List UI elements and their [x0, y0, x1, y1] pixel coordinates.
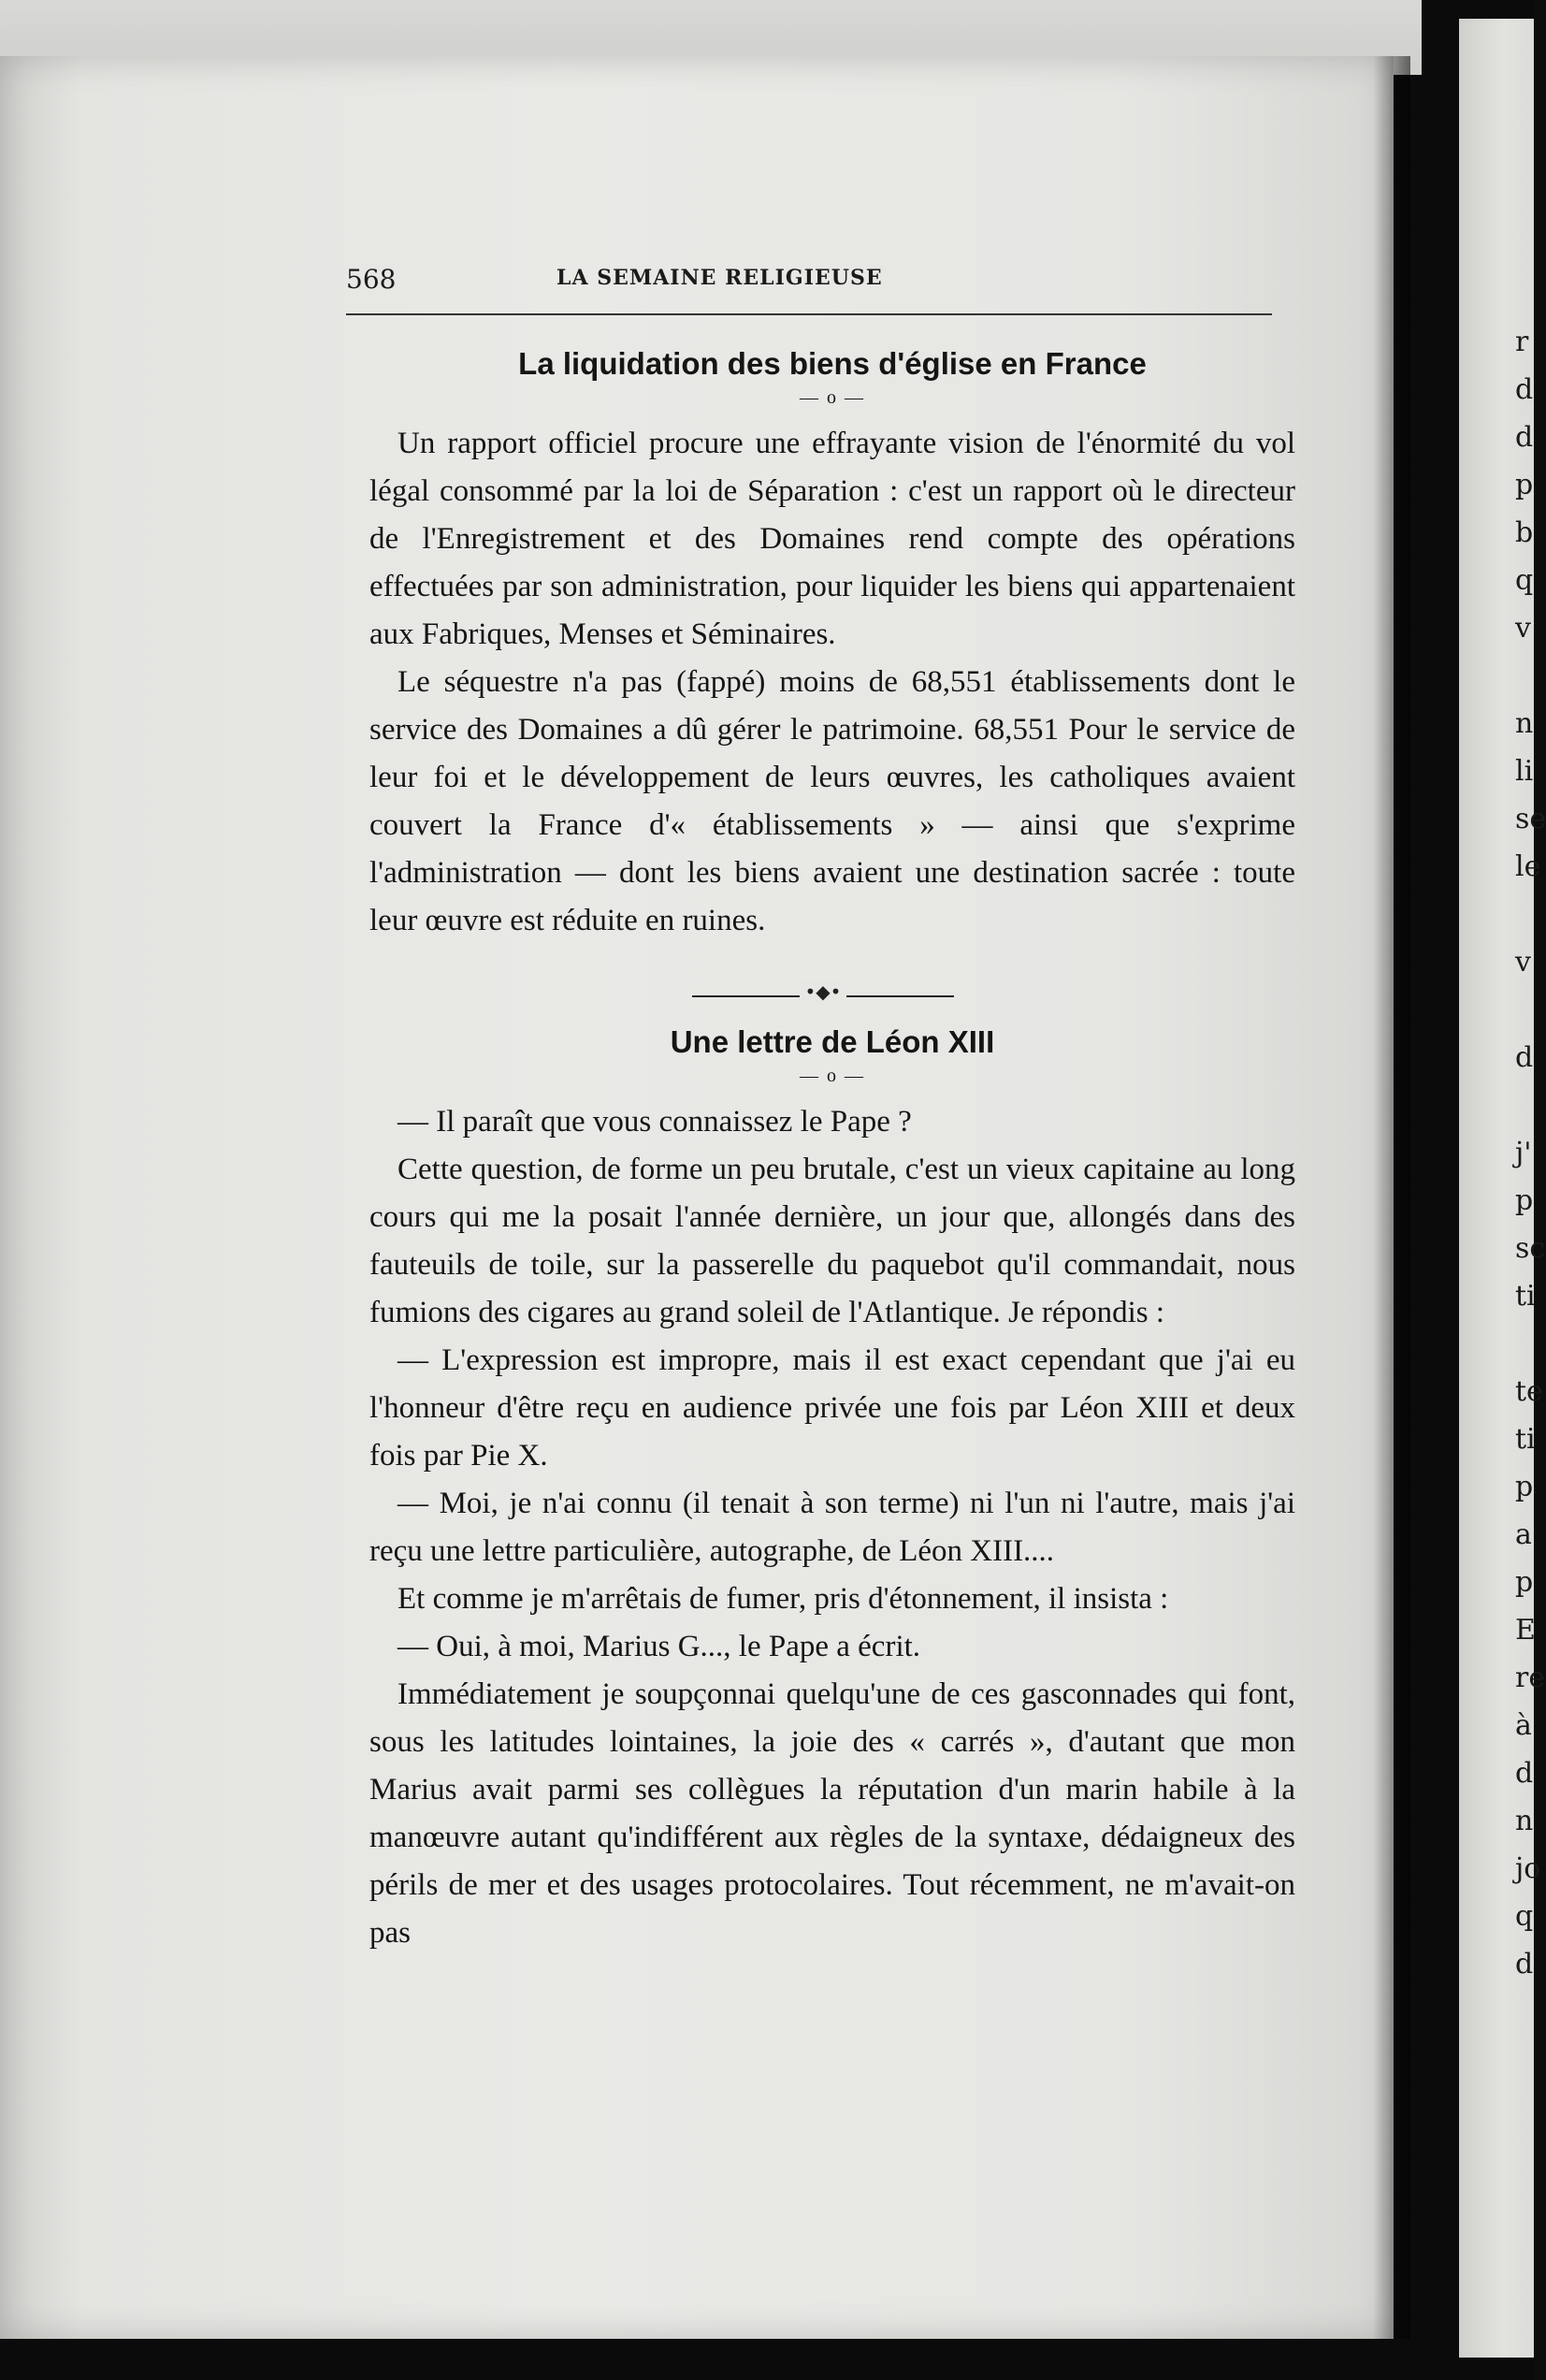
facing-fragment: d [1515, 1948, 1534, 1981]
paragraph: — Moi, je n'ai connu (il tenait à son terme) ni l'un ni l'autre, mais j'ai reçu une lettre particulière, autographe, de Léon XIII.... [369, 1487, 1295, 1568]
facing-fragment: v [1515, 612, 1531, 645]
facing-fragment: se [1515, 803, 1546, 835]
paragraph: — Il paraît que vous connaissez le Pape ? [397, 1105, 912, 1139]
facing-fragment: d [1515, 1757, 1534, 1790]
article-title: Une lettre de Léon XIII [670, 1024, 995, 1059]
title-separator: — o — [800, 387, 865, 408]
facing-fragment: p [1515, 1184, 1534, 1217]
facing-fragment: le [1515, 850, 1541, 883]
facing-fragment: li [1515, 755, 1534, 788]
facing-fragment: n [1515, 1805, 1534, 1837]
facing-page-text [1515, 318, 1546, 1988]
facing-fragment: a [1515, 1518, 1532, 1551]
paragraph: — Oui, à moi, Marius G..., le Pape a écrit. [397, 1630, 921, 1663]
facing-fragment: p [1515, 1471, 1534, 1503]
article-title: La liquidation des biens d'église en France [518, 346, 1147, 381]
paragraph: Le séquestre n'a pas (fappé) moins de 68,551 établissements dont le service des Domaines a dû gérer le patrimoine. 68,551 Pour le service de leur foi et le développement de leurs œuvres, les catholiques avaient couvert la France d'« établissements » — ainsi que s'exprime l'administration — dont les biens avaient une destination sacrée : toute leur œuvre est réduite en ruines. [369, 665, 1295, 937]
facing-fragment: d [1515, 1041, 1534, 1074]
facing-fragment: q [1515, 1900, 1534, 1933]
paragraph: Immédiatement je soupçonnai quelqu'une de ces gasconnades qui font, sous les latitudes lointaines, la joie des « carrés », d'autant que mon Marius avait parmi ses collègues la réputation d'un marin habile à la manœuvre autant qu'indifférent aux règles de la syntaxe, dédaigneux des périls de mer et des usages protocolaires. Tout récemment, ne m'avait-on pas [369, 1677, 1295, 1950]
facing-fragment: d [1515, 421, 1534, 454]
facing-fragment: sc [1515, 1232, 1546, 1265]
paragraph: — L'expression est impropre, mais il est exact cependant que j'ai eu l'honneur d'être reçu en audience privée une fois par Léon XIII et deux fois par Pie X. [369, 1343, 1295, 1473]
facing-fragment: à [1515, 1709, 1532, 1742]
facing-fragment: te [1515, 1375, 1543, 1408]
facing-fragment: q [1515, 564, 1534, 597]
facing-fragment: E [1515, 1614, 1536, 1647]
facing-fragment: re [1515, 1662, 1546, 1694]
section-divider [692, 980, 954, 1003]
article-liquidation [369, 346, 1295, 945]
facing-fragment: jo [1515, 1852, 1541, 1885]
facing-fragment: p [1515, 1566, 1534, 1599]
facing-fragment: d [1515, 373, 1534, 406]
article-lettre [369, 1024, 1295, 1957]
paragraph: Et comme je m'arrêtais de fumer, pris d'étonnement, il insista : [397, 1582, 1169, 1616]
paragraph: Un rapport officiel procure une effrayante vision de l'énormité du vol légal consommé par la loi de Séparation : c'est un rapport où le directeur de l'Enregistrement et des Domaines rend compte des opérations effectuées par son administration, pour liquider les biens qui appartenaient aux Fabriques, Menses et Séminaires. [369, 427, 1295, 651]
header-rule [346, 313, 1272, 315]
running-title: LA SEMAINE RELIGIEUSE [556, 266, 883, 290]
facing-fragment: b [1515, 516, 1534, 549]
divider-ornament: •◆• [800, 980, 846, 1003]
facing-fragment: p [1515, 469, 1534, 501]
facing-fragment: j' [1515, 1137, 1532, 1169]
facing-fragment: ti [1515, 1423, 1536, 1456]
facing-fragment: r [1515, 326, 1529, 358]
facing-fragment: n [1515, 707, 1534, 740]
page-gutter-shadow [1373, 56, 1410, 2339]
facing-fragment: ti [1515, 1280, 1536, 1313]
paragraph: Cette question, de forme un peu brutale, c'est un vieux capitaine au long cours qui me la posait l'année dernière, un jour que, allongés dans des fauteuils de toile, sur la passerelle du paquebot qu'il commandait, nous fumions des cigares au grand soleil de l'Atlantique. Je répondis : [369, 1153, 1295, 1329]
facing-fragment: v [1515, 946, 1531, 979]
title-separator: — o — [800, 1066, 865, 1086]
page-number: 568 [346, 264, 397, 295]
